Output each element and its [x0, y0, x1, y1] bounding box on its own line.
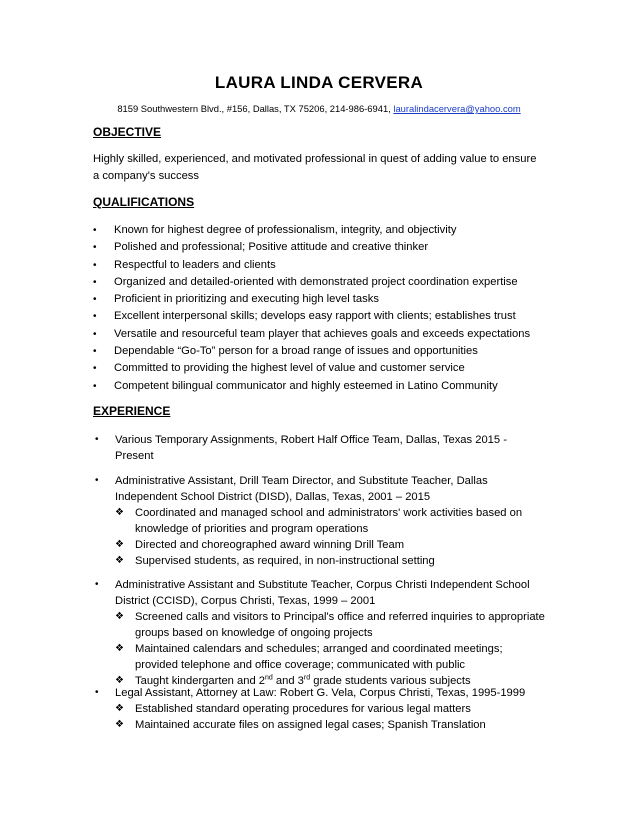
objective-heading: OBJECTIVE [93, 125, 162, 139]
four-diamond-icon: ❖ [115, 643, 124, 654]
email-link[interactable]: lauralindacervera@yahoo.com [393, 103, 521, 114]
experience-heading: EXPERIENCE [93, 404, 171, 418]
duty-item [115, 609, 548, 641]
qualification-item: • Dependable “Go-To” person for a broad range of issues and opportunities [93, 343, 530, 360]
duty-text: Maintained calendars and schedules; arranged and coordinated meetings; provided telephone and office coverage; communicated with public [135, 643, 503, 671]
qualification-item: • Respectful to leaders and clients [93, 257, 530, 274]
duty-text: Screened calls and visitors to Principal's office and referred inquiries to appropriate groups based on knowledge of ongoing projects [135, 611, 545, 639]
four-diamond-icon: ❖ [115, 539, 124, 550]
duty-item [115, 717, 548, 733]
job-entry [93, 432, 548, 464]
duty-item [115, 553, 548, 569]
job-title: • Legal Assistant, Attorney at Law: Robert G. Vela, Corpus Christi, Texas, 1995-1999 [93, 685, 548, 701]
job-title: • Administrative Assistant and Substitute Teacher, Corpus Christi Independent School District (CCISD), Corpus Christi, Texas, 1999 – 2001 [93, 577, 548, 609]
duty-text: Maintained accurate files on assigned legal cases; Spanish Translation [135, 719, 486, 731]
job-entry [93, 577, 548, 689]
qualifications-heading: QUALIFICATIONS [93, 195, 195, 209]
qualification-item: • Known for highest degree of professionalism, integrity, and objectivity [93, 222, 530, 239]
duty-list [93, 701, 548, 733]
qualification-item: • Proficient in prioritizing and executing high level tasks [93, 291, 530, 308]
duty-text: Coordinated and managed school and administrators' work activities based on knowledge of priorities and program operations [135, 507, 523, 535]
duty-text: Established standard operating procedures for various legal matters [135, 703, 471, 715]
duty-text: Directed and choreographed award winning Drill Team [135, 539, 405, 551]
four-diamond-icon: ❖ [115, 703, 124, 714]
four-diamond-icon: ❖ [115, 507, 124, 518]
qualification-item: • Competent bilingual communicator and highly esteemed in Latino Community [93, 378, 530, 395]
duty-list [93, 505, 548, 569]
duty-text: Taught kindergarten and 2nd and 3rd grade students various subjects [135, 674, 471, 687]
job-title: • Various Temporary Assignments, Robert Half Office Team, Dallas, Texas 2015 - Present [93, 432, 548, 464]
objective-text: Highly skilled, experienced, and motivated professional in quest of adding value to ensure a company's success [93, 153, 537, 182]
qualification-item: • Versatile and resourceful team player that achieves goals and exceeds expectations [93, 326, 530, 343]
job-title: • Administrative Assistant, Drill Team Director, and Substitute Teacher, Dallas Independent School District (DISD), Dallas, Texas, 2001 – 2015 [93, 473, 548, 505]
contact-address: 8159 Southwestern Blvd., #156, Dallas, TX 75206, 214-986-6941, [117, 103, 394, 114]
duty-item [115, 505, 548, 537]
qualifications-list [93, 222, 530, 395]
four-diamond-icon: ❖ [115, 555, 124, 566]
four-diamond-icon: ❖ [115, 719, 124, 730]
applicant-name: LAURA LINDA CERVERA [214, 73, 424, 92]
duty-item [115, 641, 548, 673]
four-diamond-icon: ❖ [115, 611, 124, 622]
four-diamond-icon: ❖ [115, 675, 124, 686]
duty-list [93, 609, 548, 689]
duty-text: Supervised students, as required, in non-instructional setting [135, 555, 435, 567]
qualification-item: • Organized and detailed-oriented with demonstrated project coordination expertise [93, 274, 530, 291]
job-entry [93, 473, 548, 569]
job-entry [93, 685, 548, 733]
qualification-item: • Polished and professional; Positive attitude and creative thinker [93, 239, 530, 256]
qualification-item: • Excellent interpersonal skills; develops easy rapport with clients; establishes trust [93, 308, 530, 325]
duty-item [115, 537, 548, 553]
contact-line [0, 103, 638, 114]
duty-item [115, 701, 548, 717]
qualification-item: • Committed to providing the highest level of value and customer service [93, 360, 530, 377]
